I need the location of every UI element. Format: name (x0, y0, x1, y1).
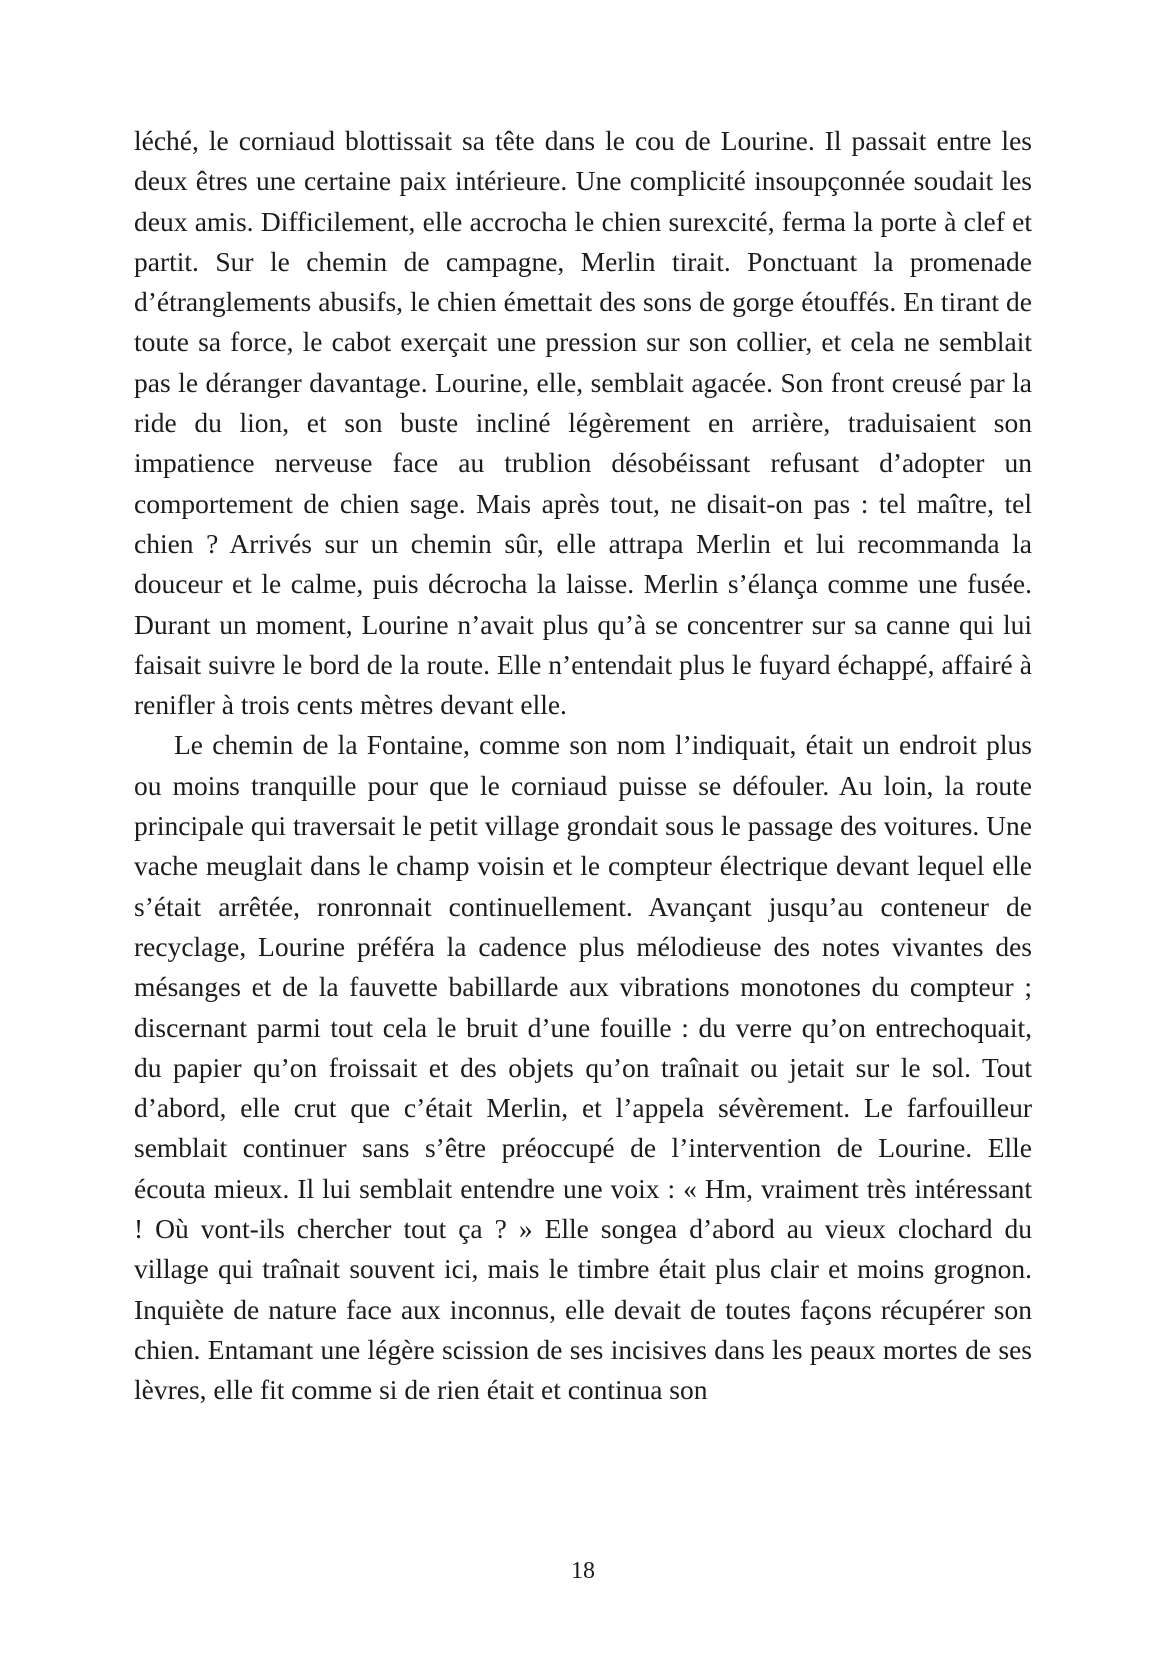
body-text (134, 121, 1032, 1411)
page-number: 18 (571, 1558, 595, 1584)
paragraph-2: Le chemin de la Fontaine, comme son nom l’indiquait, était un endroit plus ou moins tranquille pour que le corniaud puisse se défouler. Au loin, la route principale qui traversait le petit village grondait sous le passage des voitures. Une vache meuglait dans le champ voisin et le compteur électrique devant lequel elle s’était arrêtée, ronronnait continuellement. Avançant jusqu’au conteneur de recyclage, Lourine préféra la cadence plus mélodieuse des notes vivantes des mésanges et de la fauvette babillarde aux vibrations monotones du compteur ; discernant parmi tout cela le bruit d’une fouille : du verre qu’on entrechoquait, du papier qu’on froissait et des objets qu’on traînait ou jetait sur le sol. Tout d’abord, elle crut que c’était Merlin, et l’appela sévèrement. Le farfouilleur semblait continuer sans s’être préoccupé de l’intervention de Lourine. Elle écouta mieux. Il lui semblait entendre une voix : « Hm, vraiment très intéressant ! Où vont-ils chercher tout ça ? » Elle songea d’abord au vieux clochard du village qui traînait souvent ici, mais le timbre était plus clair et moins grognon. Inquiète de nature face aux inconnus, elle devait de toutes façons récupérer son chien. Entamant une légère scission de ses incisives dans les peaux mortes de ses lèvres, elle fit comme si de rien était et continua son (134, 729, 1032, 1406)
paragraph-1: léché, le corniaud blottissait sa tête dans le cou de Lourine. Il passait entre les deux êtres une certaine paix intérieure. Une complicité insoupçonnée soudait les deux amis. Difficilement, elle accrocha le chien surexcité, ferma la porte à clef et partit. Sur le chemin de campagne, Merlin tirait. Ponctuant la promenade d’étranglements abusifs, le chien émettait des sons de gorge étouffés. En tirant de toute sa force, le cabot exerçait une pression sur son collier, et cela ne semblait pas le déranger davantage. Lourine, elle, semblait agacée. Son front creusé par la ride du lion, et son buste incliné légèrement en arrière, traduisaient son impatience nerveuse face au trublion désobéissant refusant d’adopter un comportement de chien sage. Mais après tout, ne disait-on pas : tel maître, tel chien ? Arrivés sur un chemin sûr, elle attrapa Merlin et lui recommanda la douceur et le calme, puis décrocha la laisse. Merlin s’élança comme une fusée. Durant un moment, Lourine n’avait plus qu’à se concentrer sur sa canne qui lui faisait suivre le bord de la route. Elle n’entendait plus le fuyard échappé, affairé à renifler à trois cents mètres devant elle. (134, 125, 1032, 721)
